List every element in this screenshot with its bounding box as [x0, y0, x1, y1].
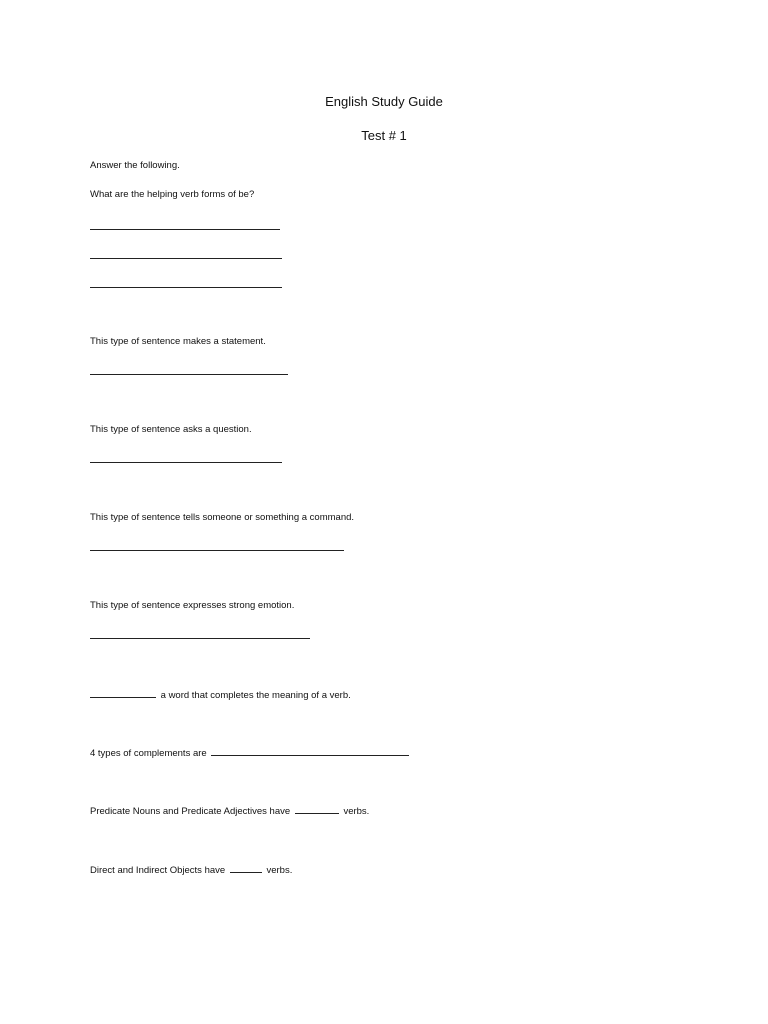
question-predicate-suffix: verbs.: [343, 806, 370, 817]
answer-line-6: [90, 550, 344, 551]
question-complement-text: a word that completes the meaning of a verb.: [160, 690, 351, 701]
question-objects-suffix: verbs.: [266, 865, 293, 876]
question-helping-verbs: What are the helping verb forms of be?: [90, 189, 255, 200]
answer-line-7: [90, 638, 310, 639]
question-command: This type of sentence tells someone or something a command.: [90, 512, 355, 523]
answer-line-5: [90, 462, 282, 463]
fill-blank: [295, 804, 339, 814]
page-subtitle: Test # 1: [361, 128, 407, 143]
answer-line-4: [90, 374, 288, 375]
question-question: This type of sentence asks a question.: [90, 424, 252, 435]
question-complement: [90, 688, 351, 701]
fill-blank: [211, 746, 409, 756]
question-predicate-prefix: Predicate Nouns and Predicate Adjectives have: [90, 806, 291, 817]
question-predicate: [90, 804, 369, 817]
fill-blank: [90, 688, 156, 698]
answer-line-2: [90, 258, 282, 259]
page-title: English Study Guide: [325, 94, 443, 109]
question-objects: [90, 863, 292, 876]
question-statement: This type of sentence makes a statement.: [90, 336, 266, 347]
fill-blank: [230, 863, 262, 873]
instruction-text: Answer the following.: [90, 160, 180, 171]
answer-line-3: [90, 287, 282, 288]
question-emotion: This type of sentence expresses strong emotion.: [90, 600, 295, 611]
question-objects-prefix: Direct and Indirect Objects have: [90, 865, 226, 876]
question-complement-types-text: 4 types of complements are: [90, 748, 207, 759]
answer-line-1: [90, 229, 280, 230]
question-complement-types: [90, 746, 411, 759]
